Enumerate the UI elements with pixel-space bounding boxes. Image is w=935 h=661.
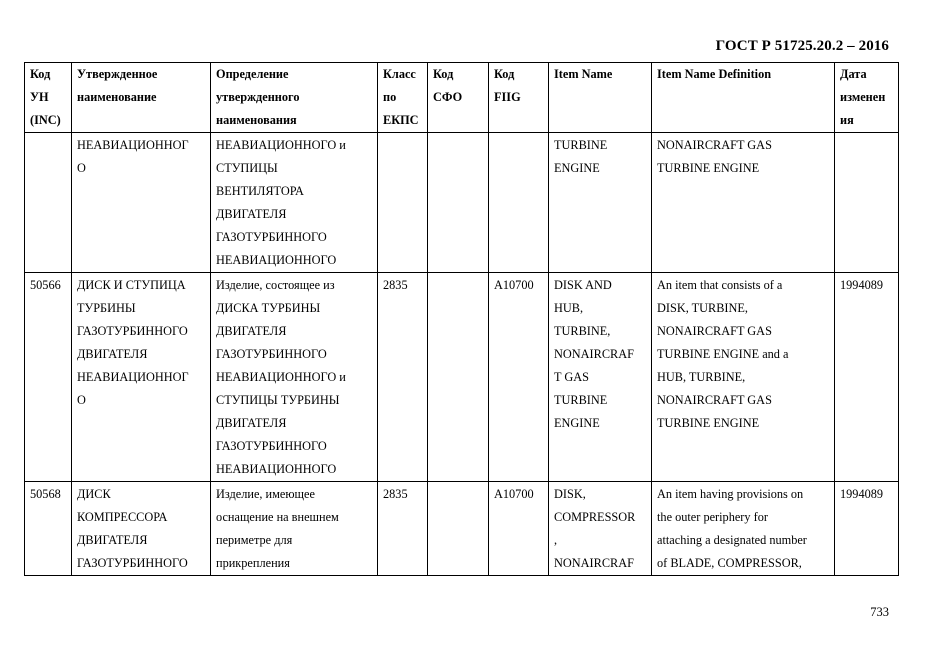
column-header-fiig: Код FIIG [489,63,549,133]
cell-change-date: 1994089 [835,273,899,482]
cell-sfo [428,133,489,273]
cell-sfo [428,273,489,482]
cell-definition: Изделие, состоящее из ДИСКА ТУРБИНЫ ДВИГАТЕЛЯ ГАЗОТУРБИННОГО НЕАВИАЦИОННОГО и СТУПИЦЫ ТУРБИНЫ ДВИГАТЕЛЯ ГАЗОТУРБИННОГО НЕАВИАЦИОННОГО [211,273,378,482]
cell-change-date: 1994089 [835,482,899,576]
cell-inc: 50566 [25,273,72,482]
cell-inc [25,133,72,273]
item-names-table [24,62,899,576]
column-header-definition: Определение утвержденного наименования [211,63,378,133]
table-row [25,133,899,273]
column-header-class: Класс по ЕКПС [378,63,428,133]
cell-definition: Изделие, имеющее оснащение на внешнем периметре для прикрепления [211,482,378,576]
column-header-change-date: Дата изменен ия [835,63,899,133]
cell-change-date [835,133,899,273]
cell-sfo [428,482,489,576]
cell-item-name: DISK, COMPRESSOR , NONAIRCRAF [549,482,652,576]
cell-item-name-definition: An item having provisions on the outer periphery for attaching a designated number of BLADE, COMPRESSOR, [652,482,835,576]
cell-item-name-definition: NONAIRCRAFT GAS TURBINE ENGINE [652,133,835,273]
column-header-item-name-definition: Item Name Definition [652,63,835,133]
cell-inc: 50568 [25,482,72,576]
cell-approved-name: ДИСК И СТУПИЦА ТУРБИНЫ ГАЗОТУРБИННОГО ДВИГАТЕЛЯ НЕАВИАЦИОННОГ О [72,273,211,482]
cell-class: 2835 [378,273,428,482]
table-row [25,273,899,482]
page-number: 733 [870,605,889,619]
cell-approved-name: ДИСК КОМПРЕССОРА ДВИГАТЕЛЯ ГАЗОТУРБИННОГО [72,482,211,576]
table-row [25,482,899,576]
cell-item-name-definition: An item that consists of a DISK, TURBINE, NONAIRCRAFT GAS TURBINE ENGINE and a HUB, TURBINE, NONAIRCRAFT GAS TURBINE ENGINE [652,273,835,482]
cell-approved-name: НЕАВИАЦИОННОГ О [72,133,211,273]
cell-fiig: A10700 [489,273,549,482]
cell-fiig: A10700 [489,482,549,576]
cell-class: 2835 [378,482,428,576]
table-header-row [25,63,899,133]
cell-class [378,133,428,273]
column-header-inc: Код УН (INC) [25,63,72,133]
column-header-approved-name: Утвержденное наименование [72,63,211,133]
cell-definition: НЕАВИАЦИОННОГО и СТУПИЦЫ ВЕНТИЛЯТОРА ДВИГАТЕЛЯ ГАЗОТУРБИННОГО НЕАВИАЦИОННОГО [211,133,378,273]
cell-item-name: DISK AND HUB, TURBINE, NONAIRCRAF T GAS TURBINE ENGINE [549,273,652,482]
standard-designation: ГОСТ Р 51725.20.2 – 2016 [715,38,889,54]
column-header-sfo: Код СФО [428,63,489,133]
cell-item-name: TURBINE ENGINE [549,133,652,273]
column-header-item-name: Item Name [549,63,652,133]
cell-fiig [489,133,549,273]
